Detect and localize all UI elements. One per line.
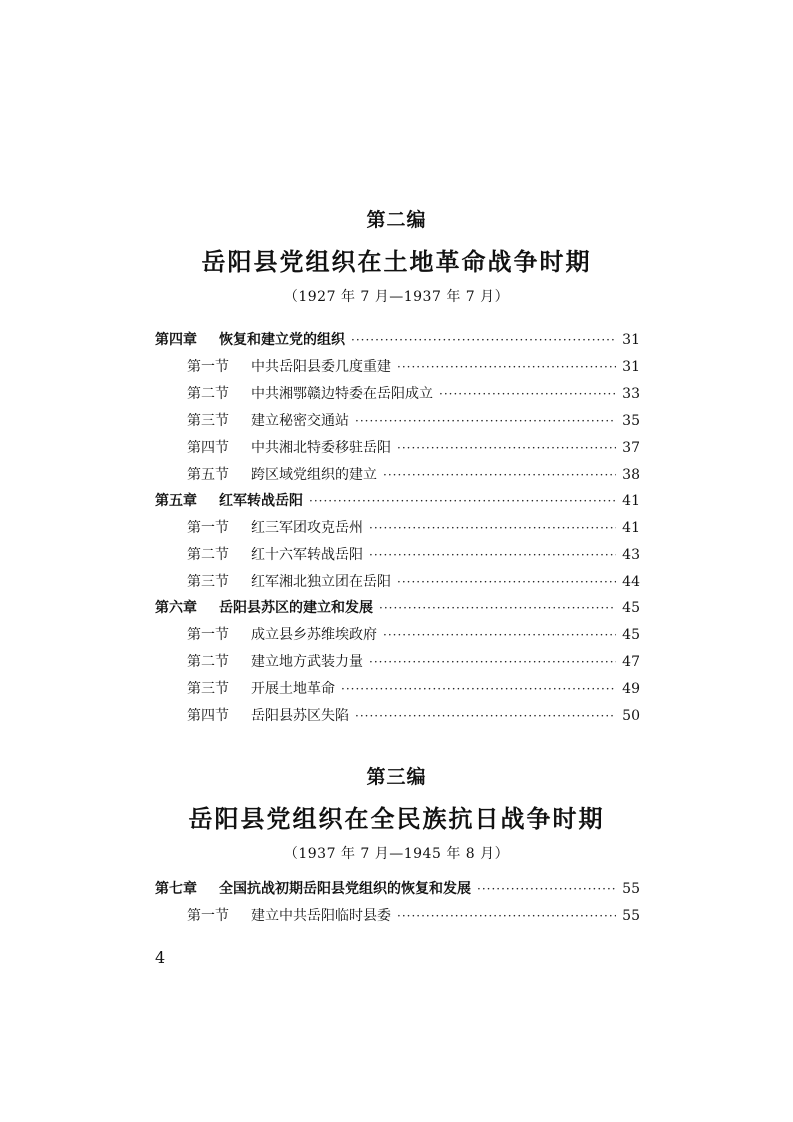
- section-number: 第一节: [187, 520, 229, 536]
- section-number: 第三节: [187, 574, 229, 590]
- toc-chapter[interactable]: [155, 490, 640, 510]
- toc-section[interactable]: [187, 517, 640, 537]
- section-number: 第三节: [187, 681, 229, 697]
- page-ref: 49: [622, 681, 640, 697]
- part-label: 第三编: [366, 766, 427, 788]
- chapter-number: 第七章: [155, 881, 197, 897]
- section-title: 建立地方武装力量: [251, 654, 363, 670]
- section-title: 中共湘鄂赣边特委在岳阳成立: [251, 386, 433, 402]
- part-title: 岳阳县党组织在土地革命战争时期: [201, 248, 592, 276]
- section-title: 建立中共岳阳临时县委: [251, 908, 391, 924]
- part-header: [0, 205, 793, 306]
- toc-section[interactable]: [187, 383, 640, 403]
- part-title: 岳阳县党组织在全民族抗日战争时期: [188, 805, 605, 833]
- section-title: 红三军团攻克岳州: [251, 520, 363, 536]
- toc-section[interactable]: [187, 410, 640, 430]
- section-title: 岳阳县苏区失陷: [251, 708, 349, 724]
- toc-chapter[interactable]: [155, 329, 640, 349]
- section-title: 跨区域党组织的建立: [251, 467, 377, 483]
- chapter-number: 第四章: [155, 332, 197, 348]
- dot-leader: [341, 682, 616, 696]
- dot-leader: [397, 909, 616, 923]
- page-ref: 41: [622, 493, 640, 509]
- dot-leader: [355, 709, 616, 723]
- toc-section[interactable]: [187, 624, 640, 644]
- page-ref: 43: [622, 547, 640, 563]
- toc-section[interactable]: [187, 356, 640, 376]
- page-ref: 55: [622, 908, 640, 924]
- dot-leader: [379, 601, 616, 615]
- page-ref: 31: [622, 359, 640, 375]
- part-label: 第二编: [366, 209, 427, 231]
- dot-leader: [355, 414, 616, 428]
- dot-leader: [383, 468, 616, 482]
- section-number: 第三节: [187, 413, 229, 429]
- dot-leader: [397, 360, 616, 374]
- chapter-title: 岳阳县苏区的建立和发展: [219, 600, 373, 616]
- section-number: 第四节: [187, 440, 229, 456]
- toc-section[interactable]: [187, 651, 640, 671]
- page-ref: 41: [622, 520, 640, 536]
- section-title: 成立县乡苏维埃政府: [251, 627, 377, 643]
- page-ref: 37: [622, 440, 640, 456]
- dot-leader: [477, 882, 616, 896]
- dot-leader: [369, 655, 616, 669]
- section-title: 红军湘北独立团在岳阳: [251, 574, 391, 590]
- toc-chapter[interactable]: [155, 597, 640, 617]
- page-ref: 44: [622, 574, 640, 590]
- page-ref: 55: [622, 881, 640, 897]
- toc-section[interactable]: [187, 544, 640, 564]
- dot-leader: [397, 575, 616, 589]
- part-header: [0, 762, 793, 863]
- dot-leader: [369, 521, 616, 535]
- page-ref: 45: [622, 627, 640, 643]
- part-dates: （1937 年 7 月—1945 年 8 月）: [283, 846, 510, 862]
- chapter-number: 第六章: [155, 600, 197, 616]
- chapter-number: 第五章: [155, 493, 197, 509]
- page-ref: 31: [622, 332, 640, 348]
- dot-leader: [383, 628, 616, 642]
- section-number: 第二节: [187, 654, 229, 670]
- dot-leader: [369, 548, 616, 562]
- section-number: 第一节: [187, 627, 229, 643]
- section-number: 第一节: [187, 908, 229, 924]
- section-title: 开展土地革命: [251, 681, 335, 697]
- section-number: 第一节: [187, 359, 229, 375]
- section-number: 第二节: [187, 547, 229, 563]
- page-ref: 38: [622, 467, 640, 483]
- page-number: 4: [155, 948, 166, 967]
- toc-section[interactable]: [187, 705, 640, 725]
- toc-section[interactable]: [187, 905, 640, 925]
- section-title: 中共湘北特委移驻岳阳: [251, 440, 391, 456]
- chapter-title: 红军转战岳阳: [219, 493, 303, 509]
- toc-section[interactable]: [187, 571, 640, 591]
- section-number: 第二节: [187, 386, 229, 402]
- page-ref: 35: [622, 413, 640, 429]
- page-ref: 50: [622, 708, 640, 724]
- part-dates: （1927 年 7 月—1937 年 7 月）: [283, 289, 510, 305]
- dot-leader: [439, 387, 616, 401]
- chapter-title: 恢复和建立党的组织: [219, 332, 345, 348]
- toc-section[interactable]: [187, 464, 640, 484]
- section-title: 红十六军转战岳阳: [251, 547, 363, 563]
- section-title: 中共岳阳县委几度重建: [251, 359, 391, 375]
- dot-leader: [397, 441, 616, 455]
- page-ref: 47: [622, 654, 640, 670]
- section-number: 第五节: [187, 467, 229, 483]
- toc-chapter[interactable]: [155, 878, 640, 898]
- page-ref: 45: [622, 600, 640, 616]
- toc-section[interactable]: [187, 678, 640, 698]
- toc-section[interactable]: [187, 437, 640, 457]
- section-number: 第四节: [187, 708, 229, 724]
- section-title: 建立秘密交通站: [251, 413, 349, 429]
- chapter-title: 全国抗战初期岳阳县党组织的恢复和发展: [219, 881, 471, 897]
- page-ref: 33: [622, 386, 640, 402]
- dot-leader: [351, 333, 616, 347]
- dot-leader: [309, 494, 616, 508]
